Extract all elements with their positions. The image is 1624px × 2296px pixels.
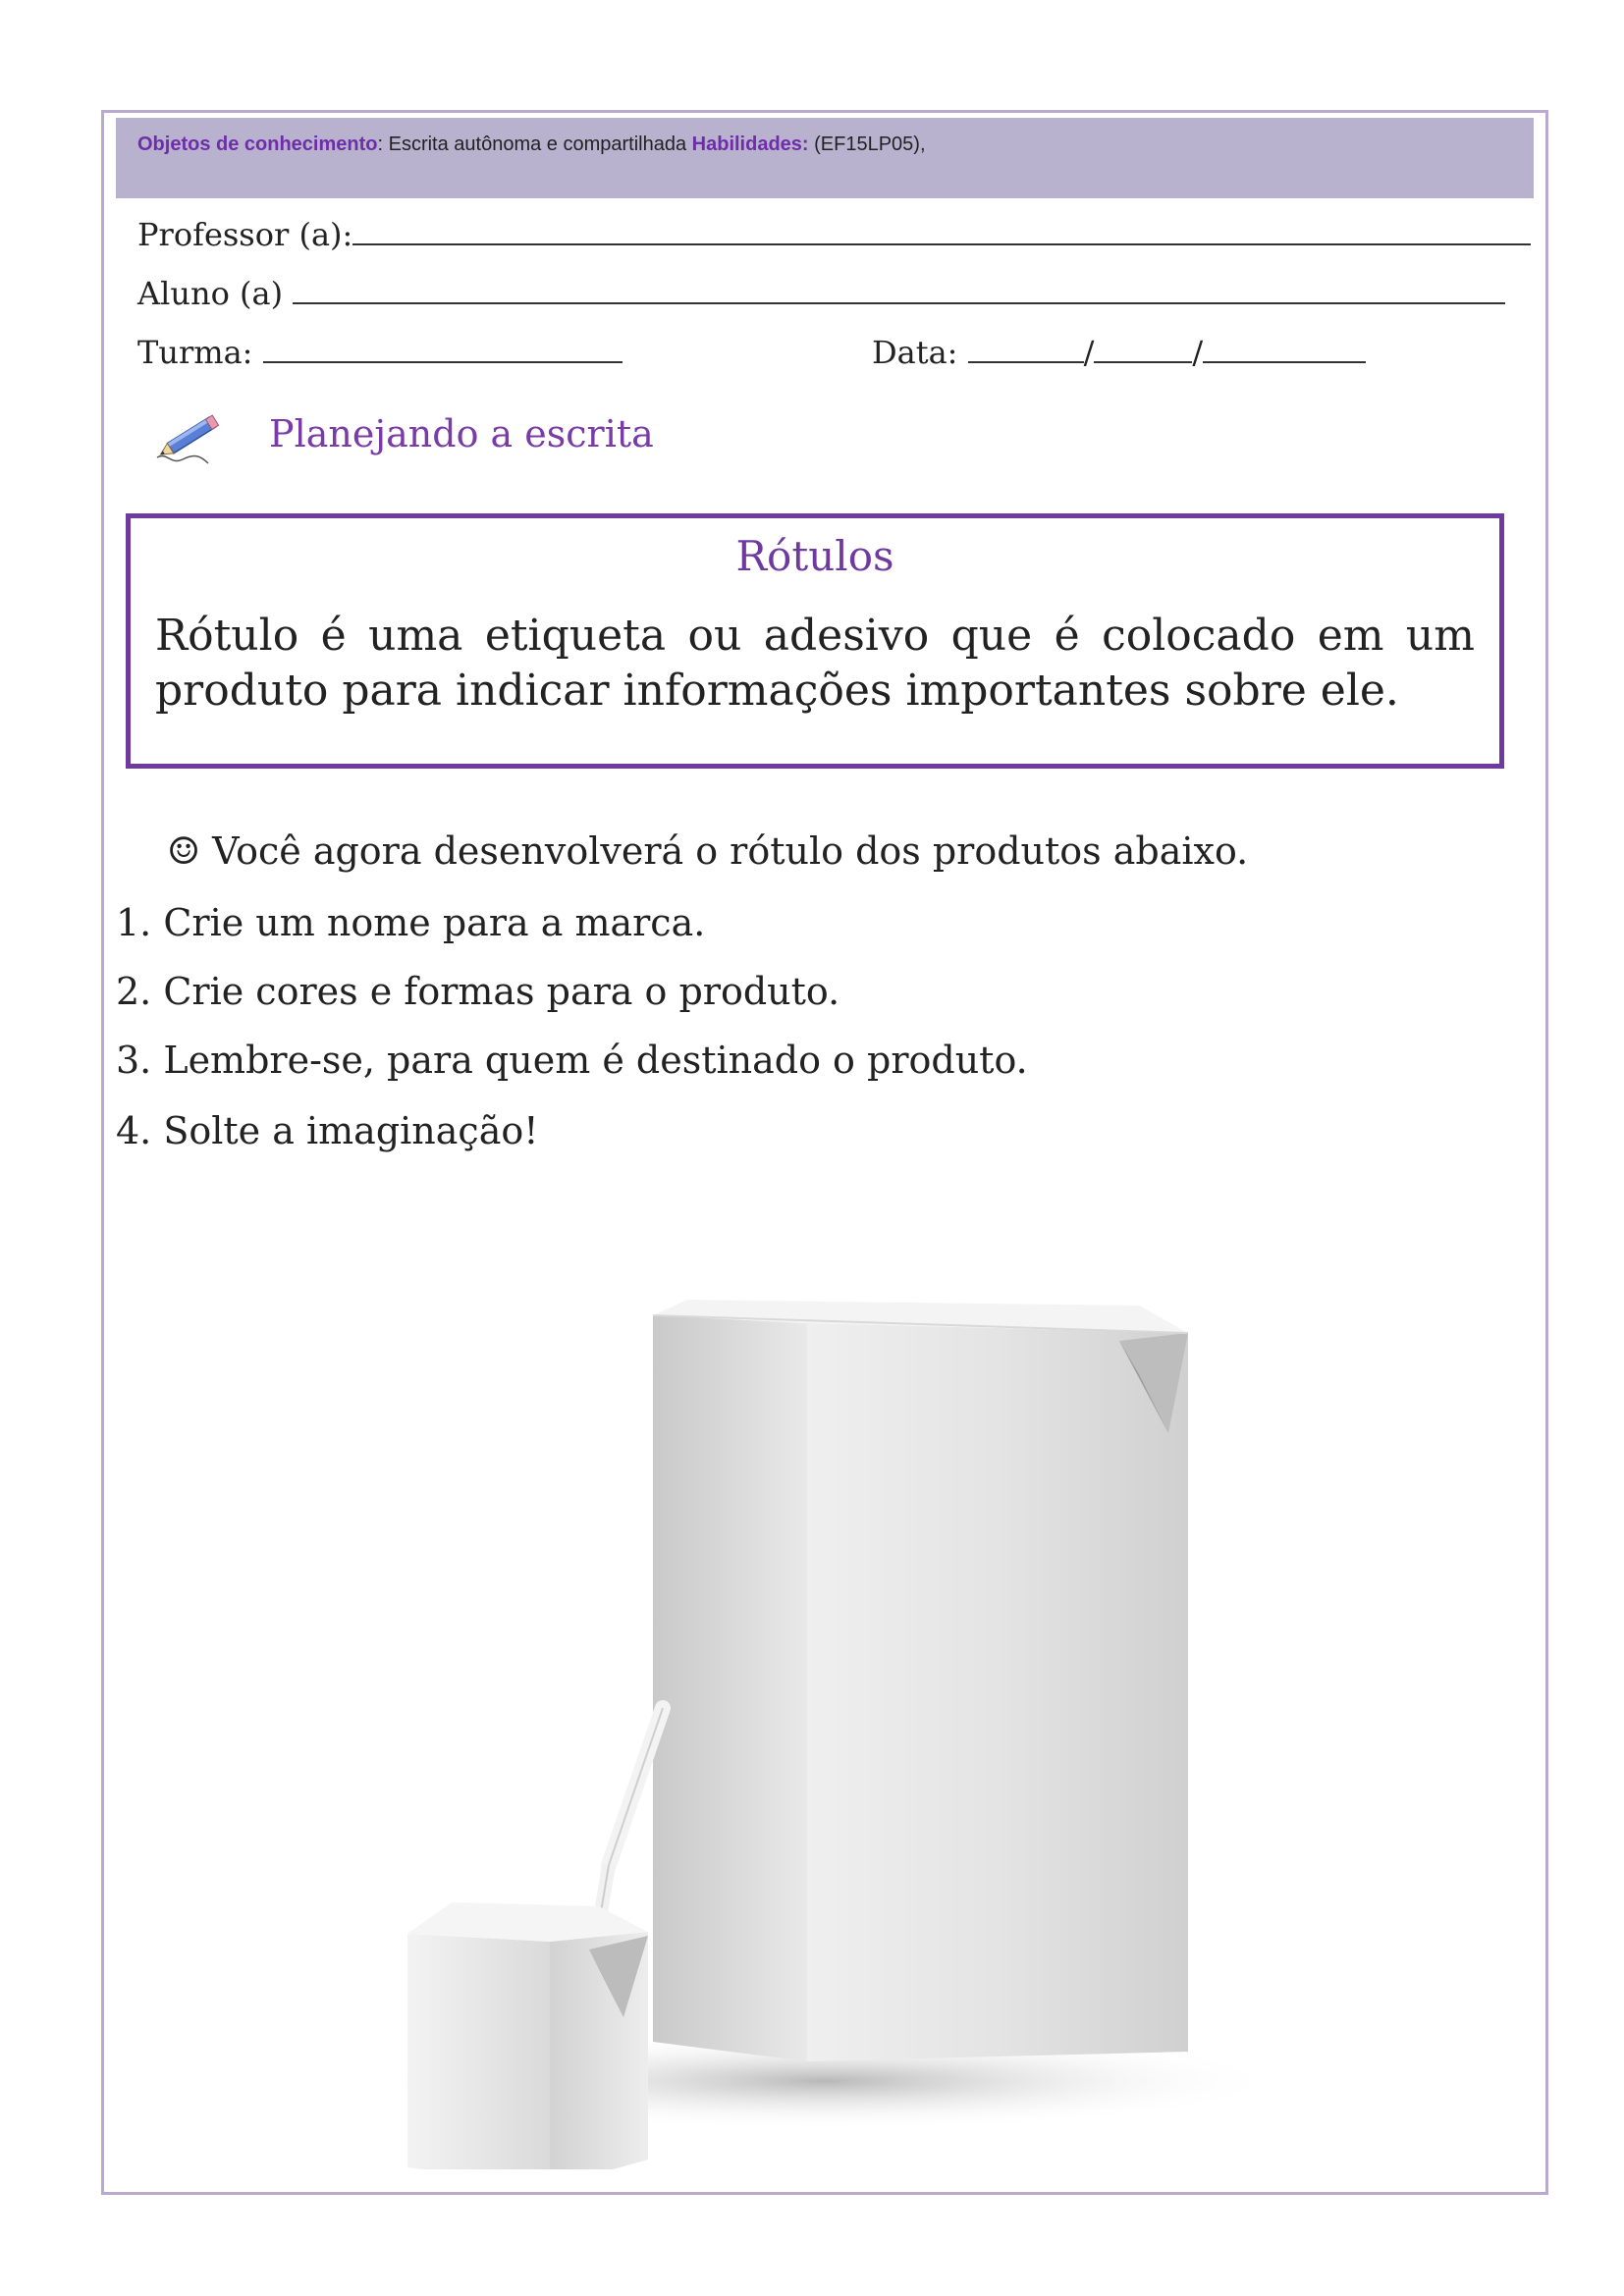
pencil-icon [149, 402, 232, 471]
objects-value: : Escrita autônoma e compartilhada [377, 133, 692, 155]
planning-title: Planejando a escrita [269, 412, 654, 455]
date-month-line[interactable] [1094, 336, 1192, 363]
teacher-input-line[interactable] [352, 218, 1531, 245]
instruction-step: 2. Crie cores e formas para o produto. [116, 970, 840, 1013]
small-carton [407, 1902, 648, 2169]
class-field [137, 334, 623, 371]
student-label: Aluno (a) [137, 275, 284, 312]
date-field [872, 334, 1366, 371]
objects-label: Objetos de conhecimento [137, 133, 378, 155]
skills-label: Habilidades: [691, 133, 809, 155]
date-separator: / [1083, 334, 1095, 371]
student-field [137, 275, 1505, 312]
header-text [137, 133, 926, 156]
date-day-line[interactable] [968, 336, 1084, 363]
definition-title: Rótulos [735, 532, 894, 580]
student-input-line[interactable] [293, 277, 1505, 304]
definition-box [126, 513, 1504, 769]
header-bar [116, 118, 1534, 198]
instruction-step: 3. Lembre-se, para quem é destinado o produto. [116, 1039, 1028, 1082]
date-separator: / [1192, 334, 1204, 371]
instructions-intro: ☺ Você agora desenvolverá o rótulo dos produtos abaixo. [167, 829, 1249, 873]
teacher-field [137, 216, 1531, 253]
class-input-line[interactable] [263, 336, 623, 363]
date-year-line[interactable] [1203, 336, 1366, 363]
juice-cartons-illustration [275, 1286, 1335, 2169]
instruction-step: 4. Solte a imaginação! [116, 1109, 539, 1152]
class-label: Turma: [137, 334, 253, 371]
large-carton [653, 1300, 1188, 2061]
skills-value: (EF15LP05), [808, 133, 926, 155]
definition-body: Rótulo é uma etiqueta ou adesivo que é colocado em um produto para indicar informações importantes sobre ele. [155, 611, 1475, 716]
instruction-step: 1. Crie um nome para a marca. [116, 901, 706, 944]
date-label: Data: [872, 334, 958, 371]
teacher-label: Professor (a): [137, 216, 353, 253]
